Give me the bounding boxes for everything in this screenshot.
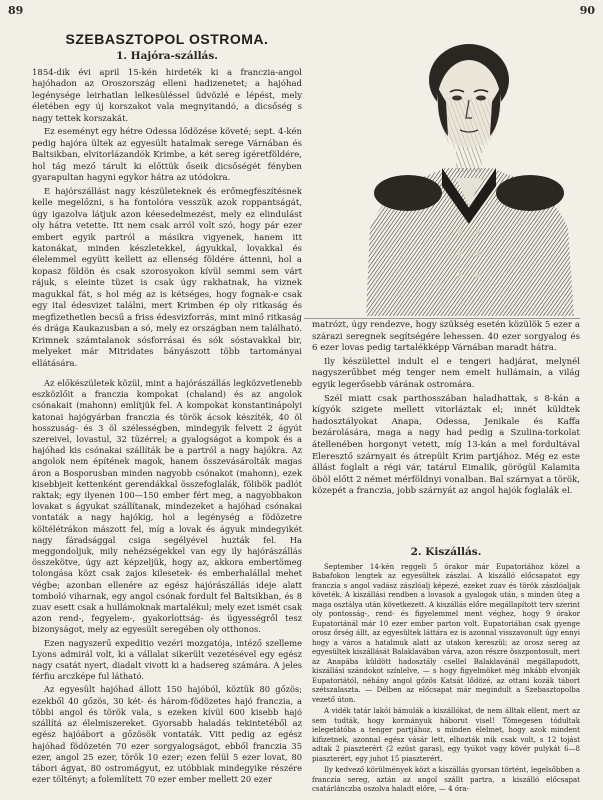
paragraph: A vidék tatár lakói bámulák a kiszállókat, de nem álltak ellent, mert az sem tudták, hogy kormányuk háborut visel! Tömegesen tódultak ielegetátóba a tenger partjához, s minden élelmet, hogy azok mindent kifizetnek, azonnal egész vásár lett, elhozták mik csak volt, s 12 tojást adtak 2 piaszterért (2 ezüst garas), egy tyúkot vagy kövér pulykát 6—8 piaszterért, egy juhot 15 piaszterért. xyxy=(312,707,580,763)
paragraph: Szél miatt csak parthosszában haladhattak, s 8-kán a kígyók szigete mellett vitorláztak el; innét küldtek hadosztályokat Anapa, Odessa, Jenikale és Kaffa bezárolására, maga a nagy had pedig a Szulina-torkolat átellenében horgonyt vetett, míg 13-kán a mel fordultával Eleresztő szárnyait és átrepült Krim partjához. Még ez este állást foglalt a régi vár, tatárul Eimalik, görögül Kalamita öböl előtt 2 német mérföldnyi vonalban. Bal szárnyat a török, közepét a franczia, jobb szárnyát az angol hajók foglalák el. xyxy=(312,393,580,497)
paragraph: Az egyesült hajóhad állott 150 hajóból, köztük 80 gőzös; ezekből 40 gőzös, 30 két- és három-födözetes hajó franczia, a többi angol és török vala, s ezeken kívül 600 kisebb hajó szállítá az élelmiszereket. Gyorsabb haladás tekintetéből az egész hajóábort a gőzösök vontaták. Vitt pedig az egész hajóhad födözetén 70 ezer sorgyalogságot, ebből franczia 35 ezer, angol 25 ezer, török 10 ezer; ezen felül 5 ezer lovat, 80 tábori ágyat, 80 ostromágyut, ez utóbbiak mindegyike részére ezer töltényt; a folemlített 70 ezer ember mellett 20 ezer xyxy=(32,684,302,785)
paragraph: Ezen nagyszerű expeditio vezéri mozgatója, intéző szelleme Lyons admirál volt, ki a vállalat sikerült vezetésével egy egész nagy csatát nyert, diadalt vivott ki a hadsereg számára. A jeles férfiu arczképe ful látható. xyxy=(32,637,302,682)
left-column-top xyxy=(32,28,302,372)
paragraph: Ez eseményt egy hétre Odessa lődözése követé; sept. 4-kén pedig hajóra ültek az egyesült hatalmak serege Várnában és Baltsikban, elvitorlázandók Krimbe, a két sereg ígéretföldére, hol tág mező tárult ki előttük őseik dicsőségét fényben gyarapultan hagyni egykor hátra az utódokra. xyxy=(32,127,302,184)
article-title: SZEBASZTOPOL OSTROMA. xyxy=(65,31,269,47)
paragraph: E hajórszállást nagy készületeknek és erőmegfeszítésnek kelle megelőzni, s ha fontolóra vesszük azok roppantságát, úgy igazolva látjuk azon kéesedelmezést, mely ez elindulást oly hátra vetette. Itt nem csak arról volt szó, hogy pár ezer embert egyik partról a másikra vigyenek, hanem itt katonákat, minden készletekkel, ágyukkal, lovakkal és élelemmel együtt kellett az ellenség földére áttenni, hol a kopasz földön és csak szorosyokon kívül semmi sem várt rájuk, s eleinte tüzet is csak úgy rakhatnak, ha viznek magukkal fát, s hol még az is kétséges, hogy fognak-e csak egy ital édesvizet találni, mert Krimben ép oly ritkaság és megfizethetlen becsű a friss édesvizforrás, mint minő ritkaság és drága Kaukazusban a só, mely ez országban nem található. Krimnek számtalanok sósforrásai és sók sóstavakkal bir, melyeket már Mitridates bányászott több tartományai ellátására. xyxy=(32,186,302,369)
admiral-portrait-engraving xyxy=(356,18,582,316)
paragraph: 1854-dik évi april 15-kén hirdeték ki a franczia-angol hajóhadon az Oroszország elleni hadizenetet; a hajóhad legénysége leirhatlan lelkesüléssel üdvözlé e lépést, mely életében egy új korszakot vala megnyitandó, a dicsőség s nagy tettek korszakát. xyxy=(32,67,302,124)
paragraph: September 14-kén reggeli 5 órakor már Eupatoriához közel a Babafokon lengtek az egyesültek zászlai. A kiszálló előcsapatot egy franczia s angol vadász zászlóalj képezé, ezeket zuav és török zászlóaljak követék. A kiszállási rendben a lovasok a gyalogok után, s minden üteg a maga osztálya után következett. A kiszállás előre megállapított terv szerint oly pontosság-, rend- és figyelemmel ment véghez, hogy 9 órakor Eupatoriánál már 10 ezer ember parton volt. Eupatoriában csak gyenge orosz őrség állt, az egyesültek láttára ez is azonnal visszavonult úgy ennyi hogy a város a hatalmuk alatt az utakon kereszül; az orosz sereg az egyesültek kiszállását Balaklavában várva, azon részre összpontosult, mert az Anapába küldött hadosztály csellel Balaklavánál megállapodott, kiszállási szándokot színlelve, — s hogy figyelmöket még inkább elvonják Eupatoriától, néhány angol gőzös Katsát lődözé, az ottani kozák tábort szétszalaszta. — Délben az előcsapat már megindult a Szebasztopolba vezető úton. xyxy=(312,562,580,704)
paragraph: matrózt, úgy rendezve, hogy szükség esetén közülök 5 ezer a szárazi seregnek segítségére lehessen. 40 ezer sorgyalog és 6 ezer lovas pedig tartalékképp Várnában maradt hátra. xyxy=(312,320,580,354)
left-column-bottom xyxy=(32,378,302,787)
page-number-left: 89 xyxy=(8,4,24,17)
page-number-right: 90 xyxy=(579,4,595,17)
right-column-bottom xyxy=(312,546,580,797)
paragraph: Az előkészületek közül, mint a hajórászállás legközvetlenebb eszközlőit a franczia kompokat (chaland) és az angolok csónakait (mahonn) említjük fel. A kompokat konstantinápolyi katonai hajógyárban franczia és török ácsok készíték, 40 öl hosszuság- és 3 öl szélességben, mindegyik felvett 2 ágyút szereivel, lovastul, 32 tüzérrel; a gyalogságot a kompok és a hajóhad kis csónakai szállíták be a partról a nagy hajókra. Az angolok nem építének magok, hanem összevásárolták magas áron a Bosporusban minden nagyobb csónakot (mahonn), ezek kisebbjeit kettenként gerendákkal összefoglalák, fölibök padlót raktak; egy ilyenen 100—150 ember fért meg, a nagyobbakon lovakat s ágyukat szállítanak, mindezeket a hajóhad csónakai vontaták a nagy hajókig, hol a legénység a födözetre költélétrákon mászott fel, míg a lovak és ágyuk mindegyikét nagy fáradsággal csiga segélyével huzták fel. Ha meggondoljuk, mily nehézségekkel van egy ily hajórászállás összekötve, úgy azt képzeljük, hogy az, akkora embertömeg tolongása közt csak zajos kilesetek- és emberhalállal mehet végbe; azonban ellenére az egész hajórászállás ideje alatt tomboló viharnak, egy angol csónak fordult fel Baltsikban, és 8 zuav esett csak a hullámoknak martalékul; mely ezet ismét csak azon rend-, fegyelem-, gyakorlottság- és ügyességről tesz bizonyságot, mely az egyesült seregében oly otthonos. xyxy=(32,378,302,635)
right-column-top xyxy=(312,320,580,500)
paragraph: Ily készülettel indult el e tengeri hadjárat, melynél nagyszerűbbet még tenger nem emelt hullámain, a világ egyik legerősebb várának ostromára. xyxy=(312,356,580,390)
section-title-1: 1. Hajóra-szállás. xyxy=(116,50,218,63)
divider-rule xyxy=(304,318,580,319)
section-title-2: 2. Kiszállás. xyxy=(410,546,482,558)
paragraph: Ily kedvező körülmények közt a kiszállás gyorsan történt, legelsőbben a franczia sereg, aztán az angol szállt partra, a kiszálló előcsapat csatárlánczba oszolva haladt előre, — 4 óra- xyxy=(312,766,580,794)
